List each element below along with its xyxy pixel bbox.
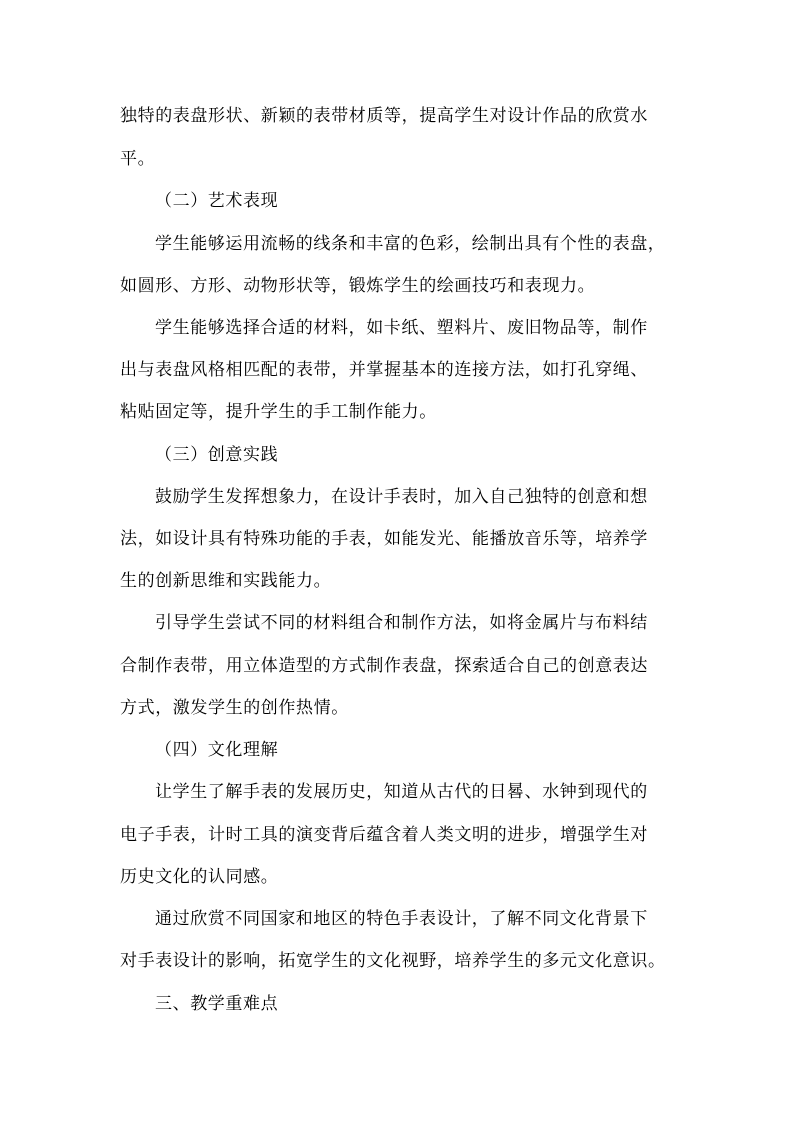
paragraph-line: 引导学生尝试不同的材料组合和制作方法，如将金属片与布料结 bbox=[155, 613, 648, 633]
paragraph-line: 鼓励学生发挥想象力，在设计手表时，加入自己独特的创意和想 bbox=[155, 487, 648, 507]
paragraph-line: 学生能够运用流畅的线条和丰富的色彩，绘制出具有个性的表盘， bbox=[155, 234, 666, 254]
paragraph-line: 独特的表盘形状、新颖的表带材质等，提高学生对设计作品的欣赏水 bbox=[120, 106, 648, 126]
paragraph-line: 合制作表带，用立体造型的方式制作表盘，探索适合自己的创意表达 bbox=[120, 656, 648, 676]
paragraph-line: 粘贴固定等，提升学生的手工制作能力。 bbox=[120, 402, 437, 422]
paragraph-line: 对手表设计的影响，拓宽学生的文化视野，培养学生的多元文化意识。 bbox=[120, 951, 666, 971]
paragraph-line: 方式，激发学生的创作热情。 bbox=[120, 698, 349, 718]
section-heading-art-expression: （二）艺术表现 bbox=[155, 191, 279, 211]
paragraph-line: 电子手表，计时工具的演变背后蕴含着人类文明的进步，增强学生对 bbox=[120, 825, 648, 845]
paragraph-line: 让学生了解手表的发展历史，知道从古代的日晷、水钟到现代的 bbox=[155, 782, 648, 802]
paragraph-line: 如圆形、方形、动物形状等，锻炼学生的绘画技巧和表现力。 bbox=[120, 276, 596, 296]
paragraph-line: 学生能够选择合适的材料，如卡纸、塑料片、废旧物品等，制作 bbox=[155, 318, 648, 338]
paragraph-line: 生的创新思维和实践能力。 bbox=[120, 571, 332, 591]
section-heading-creative-practice: （三）创意实践 bbox=[155, 445, 279, 465]
paragraph-line: 出与表盘风格相匹配的表带，并掌握基本的连接方法，如打孔穿绳、 bbox=[120, 360, 648, 380]
section-heading-teaching-key-points: 三、教学重难点 bbox=[155, 994, 279, 1014]
paragraph-line: 通过欣赏不同国家和地区的特色手表设计，了解不同文化背景下 bbox=[155, 909, 648, 929]
paragraph-line: 法，如设计具有特殊功能的手表，如能发光、能播放音乐等，培养学 bbox=[120, 529, 648, 549]
paragraph-line: 历史文化的认同感。 bbox=[120, 867, 279, 887]
section-heading-cultural-understanding: （四）文化理解 bbox=[155, 740, 279, 760]
paragraph-line: 平。 bbox=[120, 149, 156, 169]
